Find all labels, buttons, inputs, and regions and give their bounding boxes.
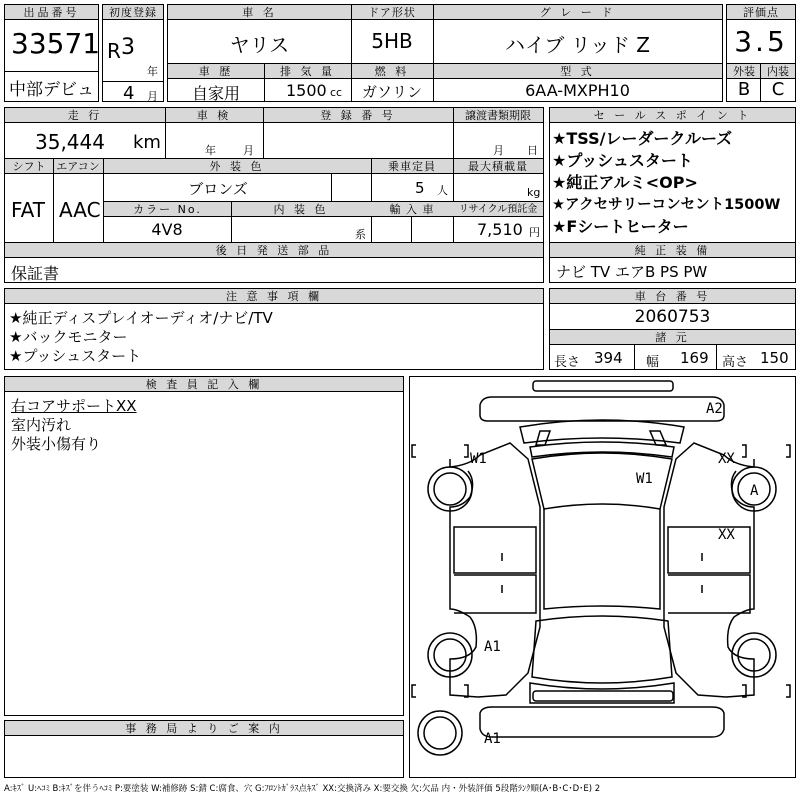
- load-unit: kg: [527, 186, 541, 199]
- displacement-unit: cc: [330, 86, 343, 99]
- mark-a1-rear: A1: [484, 731, 501, 747]
- disp-label: 排 気 量: [264, 64, 351, 79]
- lot-number: 33571: [11, 27, 101, 60]
- length-value: 394: [594, 349, 623, 367]
- month-value: 4: [123, 83, 135, 104]
- mark-w1-roof: W1: [636, 471, 653, 487]
- chassis-box: [549, 288, 796, 370]
- model-label: 車 名: [168, 5, 351, 20]
- ext-grade: B: [737, 79, 751, 100]
- color-label: 外 装 色: [103, 159, 371, 174]
- inspection-label: 車 検: [165, 108, 263, 123]
- color-value: ブロンズ: [188, 180, 248, 198]
- sales-points-label: セ ー ル ス ポ イ ン ト: [550, 108, 795, 123]
- inspector-line: 室内汚れ: [11, 416, 72, 434]
- insp-year-unit: 年: [205, 144, 216, 157]
- inspector-line: 外装小傷有り: [11, 435, 102, 453]
- caution-box: [4, 288, 544, 370]
- caution-line: ★プッシュスタート: [9, 347, 142, 365]
- recycle-unit: 円: [529, 226, 540, 239]
- displacement-value: 1500: [286, 81, 327, 100]
- docs-month-unit: 月: [493, 144, 504, 157]
- era-letter: R: [107, 39, 121, 63]
- office-box: [4, 720, 404, 778]
- ac-value: AAC: [59, 198, 101, 222]
- mark-xx-right: XX: [718, 527, 735, 543]
- import-label: 輸 入 車: [371, 202, 453, 217]
- load-label: 最大積載量: [453, 159, 543, 174]
- fuel-label: 燃 料: [351, 64, 433, 79]
- door-type: 5HB: [371, 29, 413, 53]
- ext-label: 外装: [727, 64, 761, 79]
- int-label: 内装: [761, 64, 795, 79]
- lot-label: 出品番号: [5, 5, 98, 20]
- chassis-label: 車 台 番 号: [550, 289, 795, 304]
- sales-points-box: [549, 107, 796, 283]
- sales-point: ★TSS/レーダークルーズ: [552, 129, 733, 148]
- later-parts-label: 後 日 発 送 部 品: [5, 243, 543, 258]
- width-label: 幅: [646, 355, 660, 370]
- caution-line: ★純正ディスプレイオーディオ/ナビ/TV: [9, 309, 273, 327]
- model-name: ヤリス: [229, 33, 290, 57]
- int-grade: C: [771, 79, 785, 100]
- insp-month-unit: 月: [243, 144, 254, 157]
- height-value: 150: [760, 349, 789, 367]
- first-reg-label: 初度登録: [103, 5, 163, 20]
- color-no-value: 4V8: [151, 220, 183, 239]
- later-parts-value: 保証書: [11, 264, 60, 283]
- score-label: 評価点: [727, 5, 795, 20]
- capacity-label: 乗車定員: [371, 159, 453, 174]
- office-label: 事 務 局 よ り ご 案 内: [5, 721, 403, 736]
- mark-w1-left: W1: [470, 451, 487, 467]
- plate-label: 登 録 番 号: [263, 108, 453, 123]
- sales-point: ★Fシートヒーター: [552, 217, 689, 236]
- grade-label: グ レ ー ド: [433, 5, 722, 20]
- history-value: 自家用: [191, 84, 240, 103]
- car-diagram: [409, 376, 796, 778]
- mark-xx-right-front: XX: [718, 451, 735, 467]
- year-unit: 年: [147, 65, 158, 78]
- caution-line: ★バックモニター: [9, 328, 128, 346]
- year-value: 3: [121, 35, 135, 60]
- equipment-label: 純 正 装 備: [550, 243, 795, 258]
- capacity-unit: 人: [437, 184, 448, 197]
- car-outline: [410, 377, 795, 777]
- int-color-label: 内 装 色: [231, 202, 371, 217]
- sales-point: ★アクセサリーコンセント1500W: [552, 197, 781, 213]
- capacity-value: 5: [415, 179, 425, 197]
- first-registration-box: [102, 4, 164, 102]
- specs-label: 諸 元: [550, 330, 795, 345]
- mileage-value: 35,444: [35, 130, 105, 154]
- inspector-label: 検 査 員 記 入 欄: [5, 377, 403, 392]
- color-no-label: カラー No.: [104, 202, 231, 217]
- shift-value: FAT: [11, 198, 46, 222]
- mark-a-right-front: A: [750, 483, 759, 499]
- mark-a2: A2: [706, 401, 723, 417]
- history-label: 車 歴: [168, 64, 264, 79]
- caution-label: 注 意 事 項 欄: [5, 289, 543, 304]
- chassis-number: 2060753: [634, 307, 711, 327]
- height-label: 高さ: [722, 355, 749, 370]
- sales-point: ★プッシュスタート: [552, 151, 693, 170]
- inspector-box: [4, 376, 404, 716]
- grade: ハイブ リッド Z: [504, 33, 651, 57]
- details-box: [4, 107, 544, 283]
- month-unit: 月: [147, 90, 158, 103]
- lot-box: [4, 4, 99, 102]
- docs-day-unit: 日: [527, 144, 538, 157]
- mileage-unit: km: [133, 132, 161, 153]
- venue: 中部デビュ: [9, 80, 94, 100]
- mark-a1-left: A1: [484, 639, 501, 655]
- inspector-line: 右コアサポートXX: [11, 397, 137, 415]
- score-box: [726, 4, 796, 102]
- width-value: 169: [680, 349, 709, 367]
- type-value: 6AA-MXPH10: [525, 81, 630, 100]
- door-label: ドア形状: [351, 5, 433, 20]
- sales-point: ★純正アルミ<OP>: [552, 173, 698, 192]
- recycle-label: リサイクル預託金: [453, 202, 543, 217]
- vehicle-info-box: [167, 4, 723, 102]
- type-label: 型 式: [433, 64, 722, 79]
- recycle-value: 7,510: [477, 220, 523, 239]
- int-color-unit: 系: [355, 228, 366, 241]
- ac-label: エアコン: [53, 159, 103, 174]
- length-label: 長さ: [554, 355, 581, 370]
- shift-label: シフト: [5, 159, 53, 174]
- mileage-label: 走 行: [5, 108, 165, 123]
- equipment-value: ナビ TV エアB PS PW: [556, 263, 708, 281]
- fuel-value: ガソリン: [361, 83, 422, 101]
- score-value: 3.5: [734, 25, 788, 58]
- legend: A:ｷｽﾞ U:ﾍｺﾐ B:ｷｽﾞを伴うﾍｺﾐ P:要塗装 W:補修跡 S:錆 C:腐食、穴 G:ﾌﾛﾝﾄｶﾞﾗｽ点ｷｽﾞ XX:交換済み X:要交換 欠:欠品 内・外装評価 5段階ﾗﾝｸ順(A･B･C･D･E) 2: [4, 784, 601, 794]
- docs-label: 譲渡書類期限: [453, 108, 543, 123]
